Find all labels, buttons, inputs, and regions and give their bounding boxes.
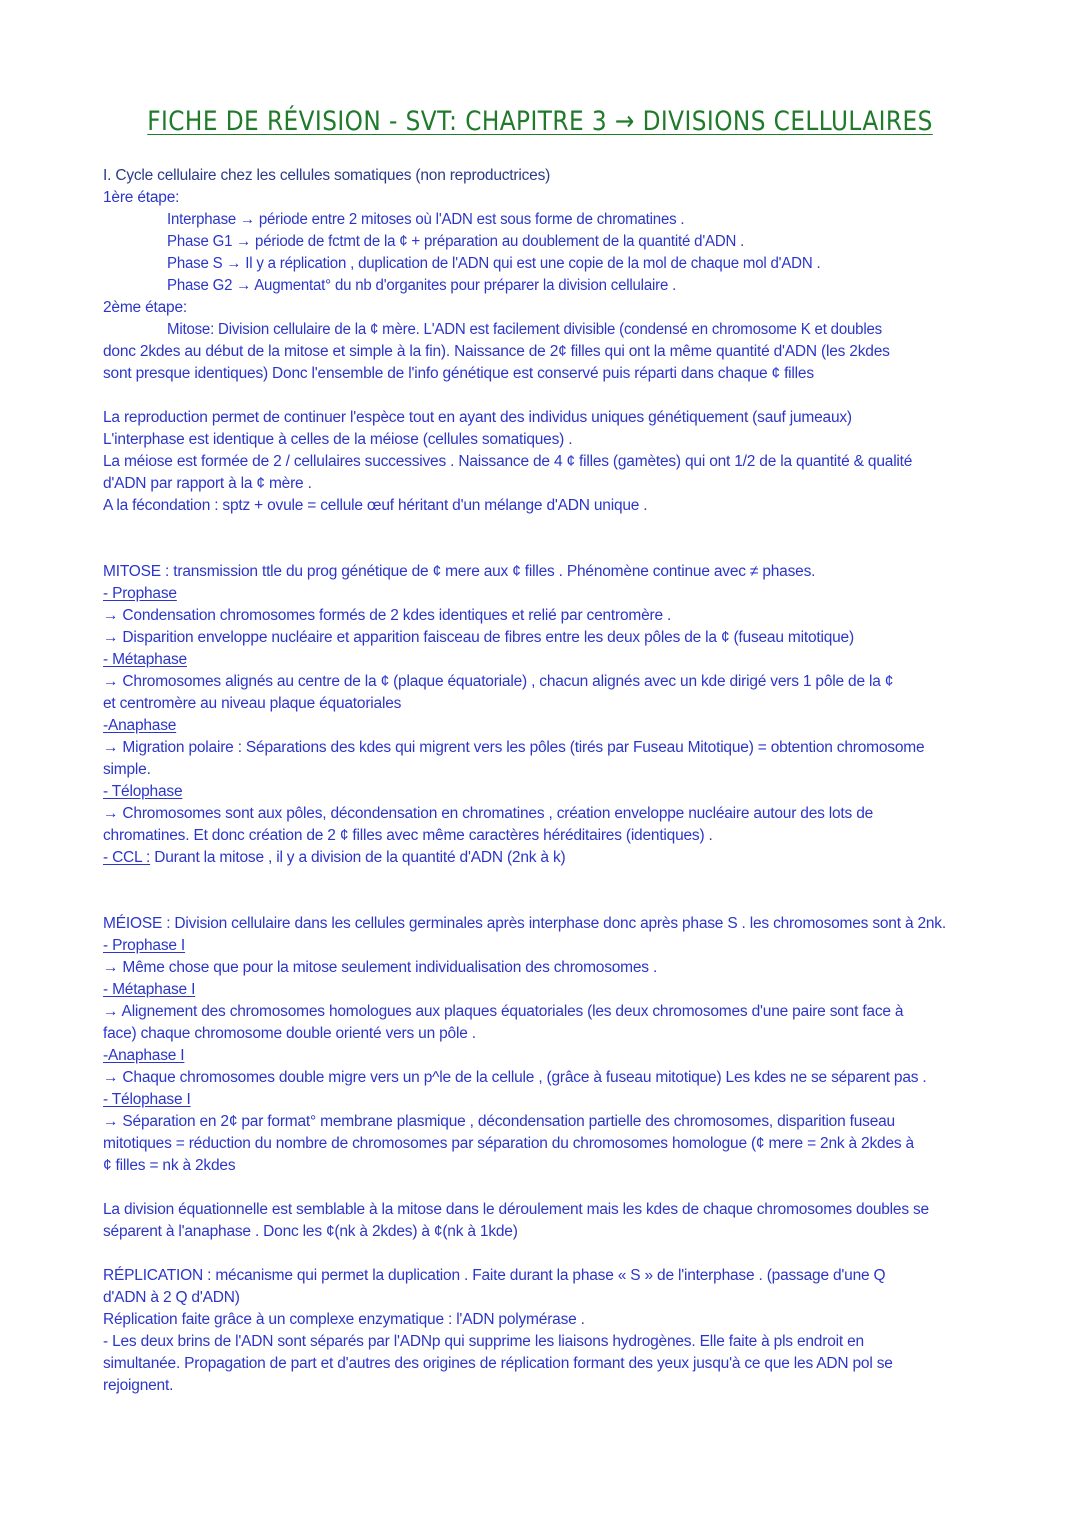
phase-g1-line: Phase G1 → période de fctmt de la ¢ + préparation au doublement de la quantité d'ADN . — [167, 233, 745, 250]
repro-line-4: d'ADN par rapport à la ¢ mère . — [103, 475, 312, 492]
equationnelle-line-2: séparent à l'anaphase . Donc les ¢(nk à 2kdes) à ¢(nk à 1kde) — [103, 1223, 518, 1240]
equationnelle-line-1: La division équationnelle est semblable à la mitose dans le déroulement mais les kdes de chaque chromosomes doubles se — [103, 1201, 929, 1218]
meiose-metaphase-line-1: → Alignement des chromosomes homologues aux plaques équatoriales (les deux chromosomes d'une paire sont face à — [103, 1003, 904, 1020]
repro-line-5: A la fécondation : sptz + ovule = cellule œuf héritant d'un mélange d'ADN unique . — [103, 497, 648, 514]
meiose-telophase-line-2: mitotiques = réduction du nombre de chromosomes par séparation du chromosomes homologue (¢ mere = 2nk à 2kdes à — [103, 1135, 914, 1152]
replication-line-2: d'ADN à 2 Q d'ADN) — [103, 1289, 240, 1306]
page-title: FICHE DE RÉVISION - SVT: CHAPITRE 3 → DIVISIONS CELLULAIRES — [147, 106, 933, 137]
replication-line-5: simultanée. Propagation de part et d'autres des origines de réplication formant des yeux jusqu'à ce que les ADN pol se — [103, 1355, 893, 1372]
mitose-metaphase-label: - Métaphase — [103, 651, 187, 668]
replication-line-1: RÉPLICATION : mécanisme qui permet la duplication . Faite durant la phase « S » de l'interphase . (passage d'une Q — [103, 1267, 886, 1284]
mitose-anaphase-line-1: → Migration polaire : Séparations des kdes qui migrent vers les pôles (tirés par Fuseau Mitotique) = obtention chromosome — [103, 739, 925, 756]
mitose-anaphase-line-2: simple. — [103, 761, 151, 778]
mitose-anaphase-label: -Anaphase — [103, 717, 177, 734]
meiose-prophase-label: - Prophase I — [103, 937, 186, 954]
step1-label: 1ère étape: — [103, 189, 180, 206]
mitose-prophase-label: - Prophase — [103, 585, 177, 602]
replication-line-3: Réplication faite grâce à un complexe enzymatique : l'ADN polymérase . — [103, 1311, 585, 1328]
replication-line-4: - Les deux brins de l'ADN sont séparés par l'ADNp qui supprime les liaisons hydrogènes. Elle faite à pls endroit en — [103, 1333, 864, 1350]
mitose-metaphase-line-2: et centromère au niveau plaque équatoriales — [103, 695, 402, 712]
ccl-text: Durant la mitose , il y a division de la quantité d'ADN (2nk à k) — [150, 849, 566, 866]
meiose-prophase-line-1: → Même chose que pour la mitose seulement individualisation des chromosomes . — [103, 959, 658, 976]
mitose-prophase-line-1: → Condensation chromosomes formés de 2 kdes identiques et relié par centromère . — [103, 607, 672, 624]
mitose-telophase-label: - Télophase — [103, 783, 183, 800]
repro-line-2: L'interphase est identique à celles de la méiose (cellules somatiques) . — [103, 431, 573, 448]
interphase-line: Interphase → période entre 2 mitoses où l'ADN est sous forme de chromatines . — [167, 211, 685, 228]
mitose-ccl — [103, 848, 983, 868]
meiose-telophase-line-3: ¢ filles = nk à 2kdes — [103, 1157, 236, 1174]
mitose-telophase-line-2: chromatines. Et donc création de 2 ¢ filles avec même caractères héréditaires (identiques) . — [103, 827, 713, 844]
ccl-label: - CCL : — [103, 849, 151, 866]
mitose-telophase-line-1: → Chromosomes sont aux pôles, décondensation en chromatines , création enveloppe nucléaire autour des lots de — [103, 805, 874, 822]
meiose-telophase-line-1: → Séparation en 2¢ par format° membrane plasmique , décondensation partielle des chromosomes, disparition fuseau — [103, 1113, 895, 1130]
repro-line-1: La reproduction permet de continuer l'espèce tout en ayant des individus uniques génétiquement (sauf jumeaux) — [103, 409, 852, 426]
mitose-line-3: sont presque identiques) Donc l'ensemble de l'info génétique est conservé puis réparti dans chaque ¢ filles — [103, 365, 814, 382]
cycle-heading: I. Cycle cellulaire chez les cellules somatiques (non reproductrices) — [103, 167, 551, 184]
mitose-line-1: Mitose: Division cellulaire de la ¢ mère. L'ADN est facilement divisible (condensé en chromosome K et doubles — [167, 321, 882, 338]
phase-s-line: Phase S → Il y a réplication , duplication de l'ADN qui est une copie de la mol de chaque mol d'ADN . — [167, 255, 821, 272]
meiose-metaphase-line-2: face) chaque chromosome double orienté vers un pôle . — [103, 1025, 476, 1042]
mitose-prophase-line-2: → Disparition enveloppe nucléaire et apparition faisceau de fibres entre les deux pôles de la ¢ (fuseau mitotique) — [103, 629, 854, 646]
mitose-line-2: donc 2kdes au début de la mitose et simple à la fin). Naissance de 2¢ filles qui ont la même quantité d'ADN (les 2kdes — [103, 343, 890, 360]
step2-label: 2ème étape: — [103, 299, 187, 316]
meiose-anaphase-label: -Anaphase I — [103, 1047, 185, 1064]
mitose-metaphase-line-1: → Chromosomes alignés au centre de la ¢ (plaque équatoriale) , chacun alignés avec un kde dirigé vers 1 pôle de la ¢ — [103, 673, 894, 690]
repro-line-3: La méiose est formée de 2 / cellulaires successives . Naissance de 4 ¢ filles (gamètes) qui ont 1/2 de la quantité & qualité — [103, 453, 913, 470]
phase-g2-line: Phase G2 → Augmentat° du nb d'organites pour préparer la division cellulaire . — [167, 277, 677, 294]
meiose-heading: MÉIOSE : Division cellulaire dans les cellules germinales après interphase donc après phase S . les chromosomes sont à 2nk. — [103, 915, 946, 932]
mitose-heading: MITOSE : transmission ttle du prog génétique de ¢ mere aux ¢ filles . Phénomène continue avec ≠ phases. — [103, 563, 816, 580]
meiose-telophase-label: - Télophase I — [103, 1091, 191, 1108]
meiose-anaphase-line-1: → Chaque chromosomes double migre vers un p^le de la cellule , (grâce à fuseau mitotique) Les kdes ne se séparent pas . — [103, 1069, 927, 1086]
replication-line-6: rejoignent. — [103, 1377, 174, 1394]
meiose-metaphase-label: - Métaphase I — [103, 981, 196, 998]
